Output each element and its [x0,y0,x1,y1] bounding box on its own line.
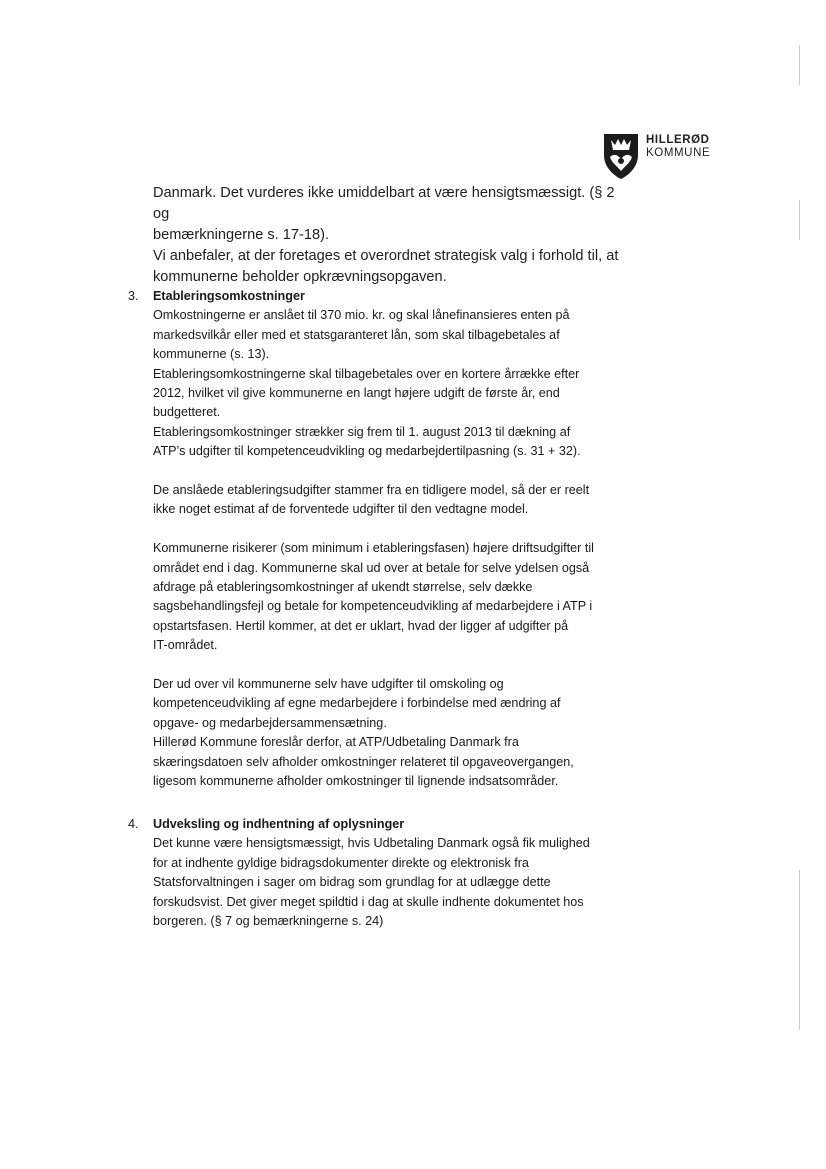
section-heading: Udveksling og indhentning af oplysninger [153,817,405,831]
text-line: afdrage på etableringsomkostninger af ukendt størrelse, selv dække [153,580,533,595]
section-3 [128,287,628,792]
scan-artifact [799,200,800,240]
text-line: Vi anbefaler, at der foretages et overordnet strategisk valg i forhold til, at [153,248,619,264]
text-line: Det kunne være hensigtsmæssigt, hvis Udbetaling Danmark også fik mulighed [153,836,590,851]
text-line: IT-området. [153,638,218,653]
text-line: ikke noget estimat af de forventede udgifter til den vedtagne model. [153,502,529,517]
section-number: 3. [128,289,139,303]
text-line: kompetenceudvikling af egne medarbejdere i forbindelse med ændring af [153,696,561,711]
text-line: skæringsdatoen selv afholder omkostninger relateret til opgaveovergangen, [153,754,574,769]
text-line: kommunerne beholder opkrævningsopgaven. [153,269,447,285]
intro-paragraph [153,183,633,288]
text-line: ATP’s udgifter til kompetenceudvikling og medarbejdertilpasning (s. 31 + 32). [153,444,581,459]
text-line: Etableringsomkostningerne skal tilbagebetales over en kortere årrække efter [153,366,580,381]
text-line: for at indhente gyldige bidragsdokumenter direkte og elektronisk fra [153,855,529,870]
text-line: ligesom kommunerne afholder omkostninger til lignende indsatsområder. [153,774,559,789]
municipality-logo [601,131,710,181]
section-body [153,306,628,791]
scan-artifact [799,870,800,1030]
text-line: 2012, hvilket vil give kommunerne en langt højere udgift de første år, end [153,386,560,401]
text-line: Etableringsomkostninger strækker sig frem til 1. august 2013 til dækning af [153,424,571,439]
logo-line-1: HILLERØD [646,134,710,146]
coat-of-arms-icon [601,131,641,181]
text-line: Kommunerne risikerer (som minimum i etableringsfasen) højere driftsudgifter til [153,541,594,556]
text-line: forskudsvist. Det giver meget spildtid i dag at skulle indhente dokumentet hos [153,894,584,909]
scan-artifact [799,45,800,85]
text-line: budgetteret. [153,405,221,420]
text-line: området end i dag. Kommunerne skal ud over at betale for selve ydelsen også [153,560,590,575]
text-line: bemærkningerne s. 17-18). [153,227,330,243]
text-line: borgeren. (§ 7 og bemærkningerne s. 24) [153,914,384,929]
text-line: kommunerne (s. 13). [153,347,270,362]
text-line: sagsbehandlingsfejl og betale for kompetenceudvikling af medarbejdere i ATP i [153,599,593,614]
text-line: Hillerød Kommune foreslår derfor, at ATP/Udbetaling Danmark fra [153,735,519,750]
section-number: 4. [128,817,139,831]
logo-line-2: KOMMUNE [646,147,711,159]
text-line: De anslåede etableringsudgifter stammer fra en tidligere model, så der er reelt [153,483,590,498]
section-heading: Etableringsomkostninger [153,289,305,303]
text-line: Der ud over vil kommunerne selv have udgifter til omskoling og [153,677,504,692]
text-line: Statsforvaltningen i sager om bidrag som grundlag for at udlægge dette [153,875,551,890]
text-line: markedsvilkår eller med et statsgaranteret lån, som skal tilbagebetales af [153,327,560,342]
text-line: Danmark. Det vurderes ikke umiddelbart at være hensigtsmæssigt. (§ 2 og [153,185,615,222]
text-line: opstartsfasen. Hertil kommer, at det er uklart, hvad der ligger af udgifter på [153,618,569,633]
text-line: Omkostningerne er anslået til 370 mio. kr. og skal lånefinansieres enten på [153,308,570,323]
section-body [153,834,628,931]
text-line: opgave- og medarbejdersammensætning. [153,715,387,730]
section-4 [128,815,628,931]
